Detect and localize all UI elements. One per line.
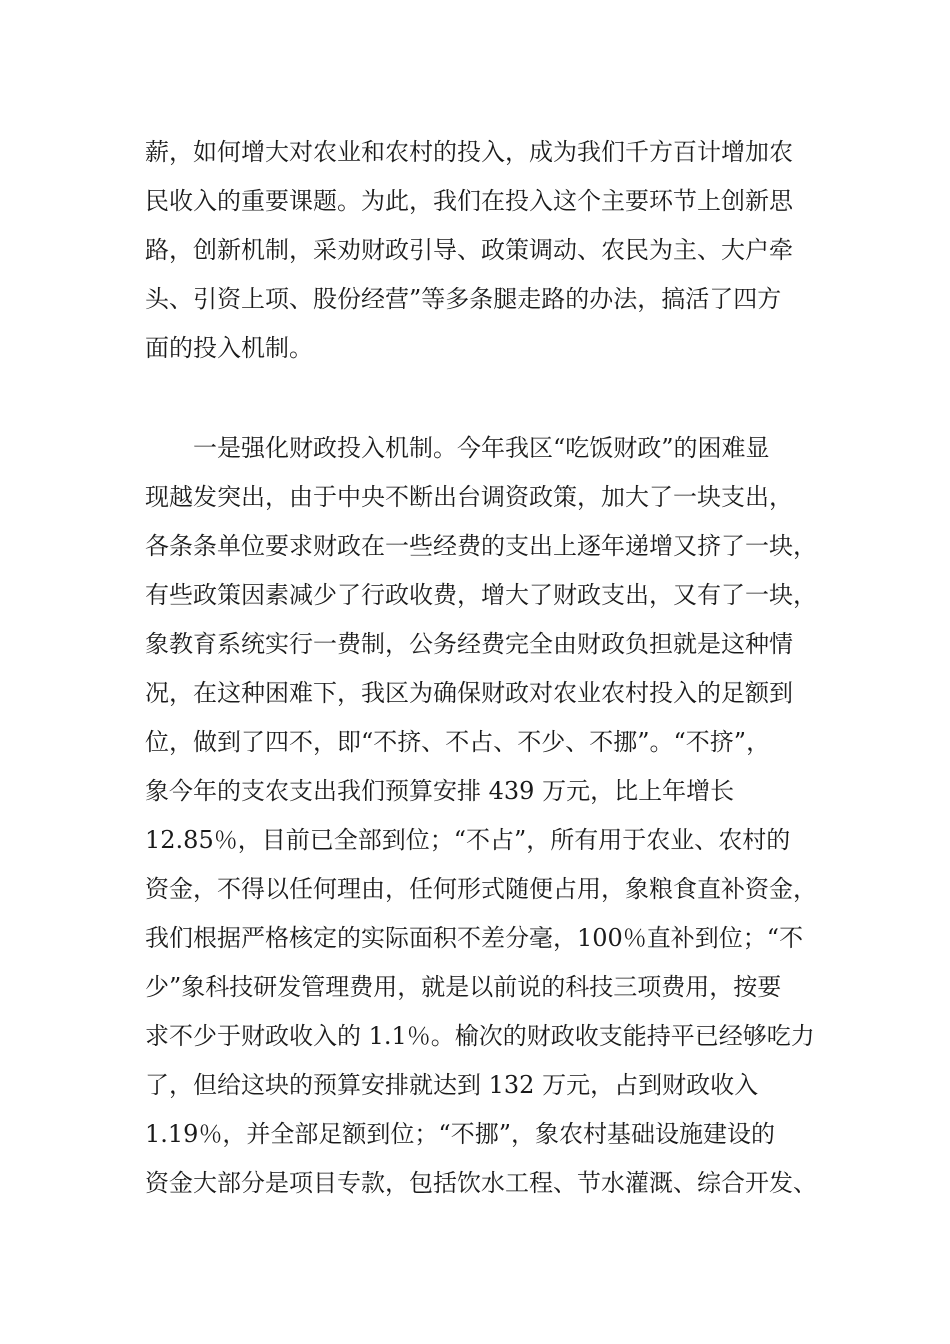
text-line: 路，创新机制，采劝财政引导、政策调动、农民为主、大户牵 — [145, 236, 793, 264]
text-line: 我们根据严格核定的实际面积不差分毫，100％直补到位；“不 — [145, 924, 804, 952]
text-line: 况，在这种困难下，我区为确保财政对农业农村投入的足额到 — [145, 679, 793, 707]
text-line: 资金大部分是项目专款，包括饮水工程、节水灌溉、综合开发、 — [145, 1169, 817, 1197]
text-line: 位，做到了四不，即“不挤、不占、不少、不挪”。“不挤”， — [145, 728, 771, 756]
text-line: 了，但给这块的预算安排就达到 132 万元，占到财政收入 — [145, 1071, 759, 1099]
text-line: 面的投入机制。 — [145, 334, 313, 362]
text-line: 各条条单位要求财政在一些经费的支出上逐年递增又挤了一块， — [145, 532, 817, 560]
text-line: 现越发突出，由于中央不断出台调资政策，加大了一块支出， — [145, 483, 793, 511]
text-line: 一是强化财政投入机制。今年我区“吃饭财政”的困难显 — [193, 434, 770, 462]
text-line: 资金，不得以任何理由，任何形式随便占用，象粮食直补资金， — [145, 875, 817, 903]
text-line: 12.85％，目前已全部到位；“不占”，所有用于农业、农村的 — [145, 826, 791, 854]
text-line: 求不少于财政收入的 1.1％。榆次的财政收支能持平已经够吃力 — [145, 1022, 815, 1050]
text-line: 象教育系统实行一费制，公务经费完全由财政负担就是这种情 — [145, 630, 793, 658]
text-line: 象今年的支农支出我们预算安排 439 万元，比上年增长 — [145, 777, 735, 805]
text-line: 少”象科技研发管理费用，就是以前说的科技三项费用，按要 — [145, 973, 782, 1001]
text-line: 薪，如何增大对农业和农村的投入，成为我们千方百计增加农 — [145, 138, 793, 166]
text-line: 有些政策因素减少了行政收费，增大了财政支出，又有了一块， — [145, 581, 817, 609]
text-line: 1.19％，并全部足额到位；“不挪”，象农村基础设施建设的 — [145, 1120, 775, 1148]
text-line: 民收入的重要课题。为此，我们在投入这个主要环节上创新思 — [145, 187, 793, 215]
text-line: 头、引资上项、股份经营”等多条腿走路的办法，搞活了四方 — [145, 285, 782, 313]
